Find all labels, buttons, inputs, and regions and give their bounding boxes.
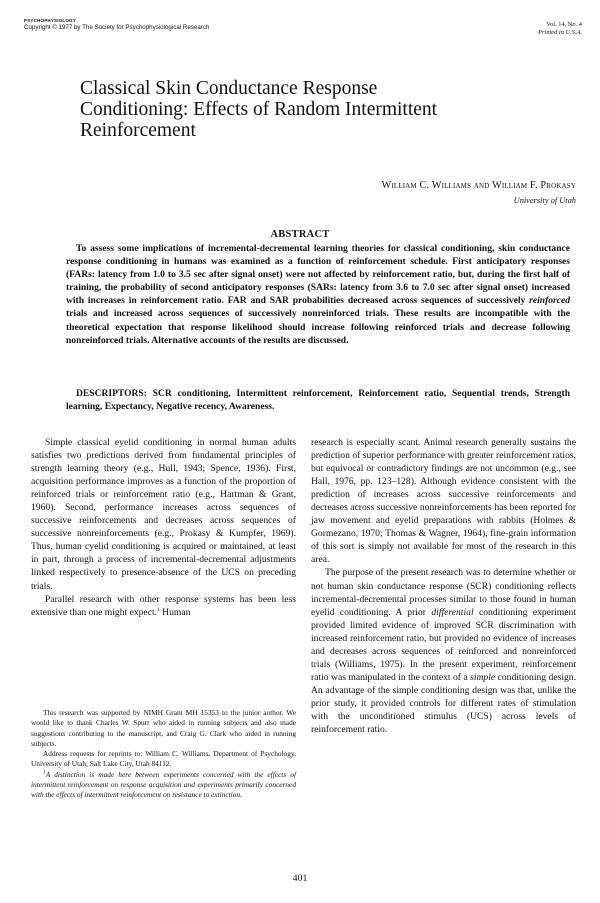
- descriptors: [66, 387, 570, 413]
- copyright-notice: Copyright © 1977 by The Society for Psychophysiological Research: [24, 24, 210, 31]
- body-emphasis: differential: [431, 606, 474, 618]
- funding-note: This research was supported by NIMH Grant MH 15353 to the junior author. We would like to thank Charles W. Spurr who aided in running subjects and also made suggestions contributing to the manuscript, and Craig G. Clark who aided in running subjects.: [31, 708, 296, 748]
- abstract-heading: ABSTRACT: [270, 229, 330, 240]
- title-line: Conditioning: Effects of Random Intermittent: [80, 99, 438, 120]
- abstract-text-segment: To assess some implications of incremental-decremental learning theories for classical conditioning, skin conductance response conditioning in humans was examined as a function of reinforcement schedule. First anticipatory responses (FARs: latency from 1.0 to 3.5 sec after signal onset) were not affected by reinforcement ratio, but, during the first half of training, the probability of second anticipatory responses (SARs: latency from 3.6 to 7.0 sec after signal onset) increased with increases in reinforcement ratio. FAR and SAR probabilities decreased across sequences of successively: [66, 243, 570, 307]
- body-text-segment: Human: [159, 606, 191, 618]
- printed-in: Printed in U.S.A.: [538, 28, 582, 36]
- abstract-emphasis: reinforced: [529, 295, 570, 307]
- body-paragraph: [311, 566, 576, 736]
- body-text-segment: The purpose of the present research was to determine whether or not human skin conductance response (SCR) conditioning reflects incremental-decremental processes similar to those found in human eyelid conditioning. A prior: [311, 567, 576, 618]
- journal-header: [24, 18, 582, 38]
- address-name: William C. Williams: [145, 749, 209, 758]
- footnotes: [31, 708, 296, 800]
- footnote-mark: 1: [43, 769, 46, 776]
- page-number: 401: [292, 873, 308, 884]
- address-details: , Department of Psychology, University of Utah, Salt Lake City, Utah 84112.: [31, 749, 296, 769]
- body-text-segment: Parallel research with other response systems has been less extensive than one might expect.: [31, 593, 296, 618]
- body-emphasis: simple: [470, 671, 496, 683]
- journal-name: PSYCHOPHYSIOLOGY: [24, 18, 76, 23]
- volume-issue: Vol. 14, No. 4: [546, 21, 582, 28]
- body-column-right: [311, 436, 576, 736]
- address-prefix: Address requests for reprints to:: [43, 749, 146, 758]
- body-paragraph: research is especially scant. Animal research generally sustains the prediction of superior performance with greater reinforcement ratios, but equivocal or contradictory findings are not uncommon (e.g., see Hall, 1976, pp. 123–128). Although evidence consistent with the prediction of increases across successive reinforcements and decreases across successive nonreinforcements has been reported for jaw movement and eyelid preparations with rabbits (Holmes & Gormezano, 1970; Thomas & Wagner, 1964), fine-grain information of this sort is simply not available for most of the research in this area.: [311, 437, 576, 566]
- descriptors-label: DESCRIPTORS:: [76, 388, 147, 399]
- author-list: William C. Williams and William F. Prokasy: [381, 180, 576, 191]
- footnote-reference[interactable]: 1: [157, 606, 160, 613]
- body-paragraph: [31, 593, 296, 619]
- author-affiliation: University of Utah: [513, 196, 576, 205]
- body-paragraph: Simple classical eyelid conditioning in normal human adults satisfies two predictions derived from fundamental principles of strength learning theory (e.g., Hull, 1943; Spence, 1936). First, acquisition performance improves as a function of the proportion of reinforced trials or reinforcement ratio (e.g., Hartman & Grant, 1960). Second, performance increases across sequences of successive reinforcements and decreases across sequences of successive nonreinforcements (e.g., Prokasy & Kumpfer, 1969). Thus, human cyelid conditioning is acquired or maintained, at least in part, through a process of incremental-decremental adjustments linked respectively to presence-absence of the UCS on preceding trials.: [31, 437, 296, 592]
- article-title: [80, 78, 510, 141]
- body-column-left: [31, 436, 296, 619]
- issue-info: [538, 21, 582, 36]
- title-line: Classical Skin Conductance Response: [80, 78, 378, 99]
- footnote-1: [31, 770, 296, 801]
- footnote-text: A distinction is made here between experiments concerned with the effects of intermittent reinforcement on response acquisition and experiments primarily concerned with the effects of intermittent reinforcement on resistance to extinction.: [31, 769, 296, 799]
- journal-info: [24, 18, 209, 32]
- body-text-segment: conditioning design. An advantage of the simple conditioning design was that, unlike the prior study, it provided controls for different rates of stimulation with the unconditioned stimulus (UCS) across levels of reinforcement ratio.: [311, 671, 576, 736]
- body-text-segment: conditioning experiment provided limited evidence of improved SCR discrimination with increased reinforcement ratio, but provided no evidence of increases and decreases across sequences of reinforced and nonreinforced trials (Williams, 1975). In the present experiment, reinforcement ratio was manipulated in the context of a: [311, 606, 576, 683]
- title-line: Reinforcement: [80, 120, 196, 141]
- descriptors-list: SCR conditioning, Intermittent reinforcement, Reinforcement ratio, Sequential trends, Strength learning, Expectancy, Negative recency, Awareness.: [66, 388, 570, 413]
- abstract-text-segment: trials and increased across sequences of successively nonreinforced trials. These results are incompatible with the theoretical expectation that response likelihood should increase following reinforced trials and decrease following nonreinforced trials. Alternative accounts of the results are discussed.: [66, 308, 570, 346]
- abstract-text: [66, 242, 570, 347]
- address-note: [31, 749, 296, 770]
